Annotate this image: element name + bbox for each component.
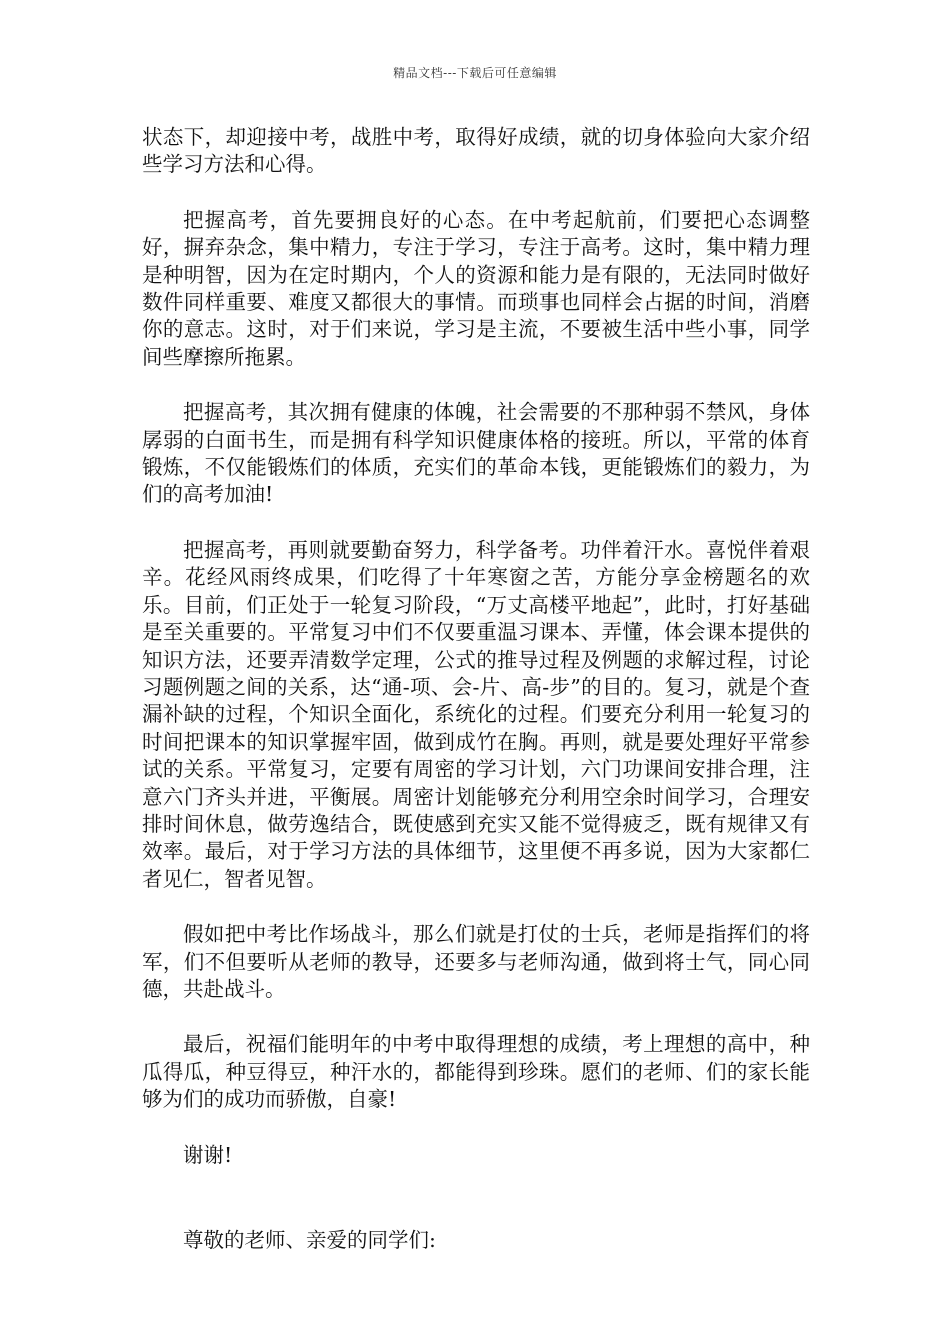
paragraph-health: 把握高考，其次拥有健康的体魄，社会需要的不那种弱不禁风，身体孱弱的白面书生，而是拥有科学知识健康体格的接班。所以，平常的体育锻炼，不仅能锻炼们的体质，充实们的革命本钱，更能锻炼们的毅力，为们的高考加油! [142, 400, 810, 507]
section-gap [142, 1197, 810, 1227]
page-header: 精品文档---下载后可任意编辑 [393, 66, 557, 80]
paragraph-thanks: 谢谢! [183, 1142, 233, 1167]
paragraph-teachers: 假如把中考比作场战斗，那么们就是打仗的士兵，老师是指挥们的将军，们不但要听从老师的教导，还要多与老师沟通，做到将士气，同心同德，共赴战斗。 [142, 922, 810, 1001]
paragraph-greeting: 尊敬的老师、亲爱的同学们: [183, 1228, 436, 1252]
paragraph-blessing: 最后，祝福们能明年的中考中取得理想的成绩，考上理想的高中，种瓜得瓜，种豆得豆，种汗水的，都能得到珍珠。愿们的老师、们的家长能够为们的成功而骄傲，自豪! [142, 1032, 810, 1112]
paragraph-diligence: 把握高考，再则就要勤奋努力，科学备考。功伴着汗水。喜悦伴着艰辛。花经风雨终成果，们吃得了十年寒窗之苦，方能分享金榜题名的欢乐。目前，们正处于一轮复习阶段，“万丈高楼平地起”，此时，打好基础是至关重要的。平常复习中们不仅要重温习课本、弄懂，体会课本提供的知识方法，还要弄清数学定理，公式的推导过程及例题的求解过程，讨论习题例题之间的关系，达“通-项、会-片、高-步”的目的。复习，就是个查漏补缺的过程，个知识全面化，系统化的过程。们要充分利用一轮复习的时间把课本的知识掌握牢固，做到成竹在胸。再则，就是要处理好平常参试的关系。平常复习，定要有周密的学习计划，六门功课间安排合理，注意六门齐头并进，平衡展。周密计划能够充分利用空余时间学习，合理安排时间休息，做劳逸结合，既使感到充实又能不觉得疲乏，既有规律又有效率。最后，对于学习方法的具体细节，这里便不再多说，因为大家都仁者见仁，智者见智。 [142, 537, 810, 891]
paragraph-intro: 状态下，却迎接中考，战胜中考，取得好成绩，就的切身体验向大家介绍些学习方法和心得。 [142, 125, 810, 177]
paragraph-mindset: 把握高考，首先要拥良好的心态。在中考起航前，们要把心态调整好，摒弃杂念，集中精力，专注于学习，专注于高考。这时，集中精力理是种明智，因为在定时期内，个人的资源和能力是有限的，无法同时做好数件同样重要、难度又都很大的事情。而琐事也同样会占据的时间，消磨你的意志。这时，对于们来说，学习是主流，不要被生活中些小事，同学间些摩擦所拖累。 [142, 207, 810, 369]
document-body [142, 124, 810, 1282]
